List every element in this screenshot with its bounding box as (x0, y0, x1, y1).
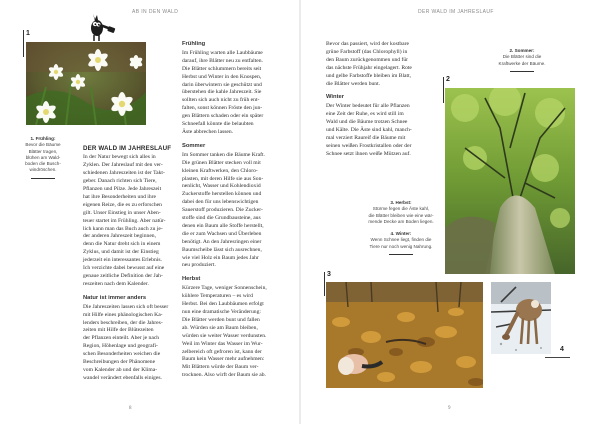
body-line: eine Zeit der Ruhe, es wird still im (326, 111, 404, 118)
photo-roe-deer-in-snow (491, 282, 551, 354)
caption-title: 3. Herbst: (390, 200, 412, 205)
caption-title: 1. Frühling: (30, 136, 56, 141)
body-line: und Kälte. Die Äste sind kahl, manch- (326, 127, 412, 134)
body-line: reszeiten nach dem Kalender. (83, 280, 149, 287)
subheading-fruehling: Frühling (182, 41, 206, 47)
caption-winter (356, 231, 446, 255)
body-line: Herbst und Winter in den Knospen, (182, 73, 262, 80)
mascot-with-binoculars-icon (86, 11, 120, 43)
caption-title: 4. Winter: (390, 231, 412, 236)
subheading: Natur ist immer anders (83, 294, 147, 301)
body-line: Region, Höhenlage und geografi- (83, 343, 158, 350)
body-line: Wald und die Bäume trotzen Schnee (326, 119, 408, 126)
body-line: Beschreibungen der Phänomene (83, 359, 156, 366)
body-line: Die Jahreszeiten lassen sich oft besser (83, 303, 169, 310)
body-line: lenders beschreiben, der die Jahres- (83, 319, 163, 326)
body-line: der anderen Jahreszeit beginnen, (83, 233, 156, 240)
figure-3-marker-bar (324, 272, 325, 296)
body-line: Äste abbrechen lassen. (182, 128, 234, 135)
section-heading: DER WALD IM JAHRESLAUF (83, 145, 172, 152)
body-line: mit Hilfe eines phänologischen Ka- (83, 311, 163, 318)
body-line: würden sie weiter Wasser verdunsten. (182, 332, 267, 339)
caption-title: 2. Sommer: (509, 48, 535, 53)
body-line: der Pflanzen einteilt. Aber je nach (83, 335, 160, 342)
body-line: Bevor das passiert, wird der kostbare (326, 41, 409, 47)
figure-1-marker-bar (23, 30, 24, 57)
photo-wood-anemones (26, 42, 146, 125)
body-line: Schneefall könnte die belaubten (182, 121, 254, 128)
body-line: Der Winter bedeutet für alle Pflanzen (326, 103, 410, 110)
body-line: seinen weißen Frostkristallen oder der (326, 142, 412, 149)
body-line: Die Blätter schlummern bereits seit (182, 65, 262, 72)
body-line: darin überwintern sie geschützt und (182, 81, 262, 88)
body-line: vom Kalender ab und der Klima- (83, 366, 158, 373)
figure-4-number: 4 (560, 346, 564, 353)
caption-line: Wenn Schnee liegt, finden die (370, 237, 432, 243)
body-line: Die grünen Blätter stecken voll mit (182, 159, 261, 166)
body-line: überstehen die kahle Jahreszeit. Sie (182, 89, 262, 96)
body-line: den Baum zurückgenommen und für (326, 56, 409, 63)
photo-person-in-autumn-leaves (326, 282, 483, 388)
body-line: Die Blätter werden bunt und fallen (182, 316, 260, 323)
caption-line: Bevor die Bäume (25, 142, 61, 148)
figure-2-marker-bar (443, 77, 444, 103)
body-line: denn die Natur dreht sich in einem (83, 241, 161, 248)
caption-line: Die Blätter sind die (502, 54, 542, 60)
body-line: Baumscheibe lässt sich ausrechnen, (182, 246, 262, 253)
caption-rule (389, 254, 413, 255)
body-line: nun eine dramatische Veränderung: (182, 309, 261, 315)
body-line: Herbst. Bei den Laubbäumen erfolgt (182, 301, 264, 308)
body-line: die er zum Wachsen und Überleben (182, 230, 262, 237)
caption-line: Stürme fegen die Äste kahl, (372, 206, 430, 212)
caption-line: mende Decke am Boden liegen. (368, 218, 434, 224)
body-line: dabei den für uns lebenswichtigen (182, 199, 259, 206)
body-line: Im Sommer tanken die Bäume Kraft. (182, 151, 265, 158)
body-line: hat ihre Besonderheiten und ihre (83, 193, 157, 200)
body-line: Zyklus, und damit ist der Einstieg (83, 249, 159, 256)
body-line: kühlere Temperaturen – es wird (182, 293, 253, 300)
right-running-head: DER WALD IM JAHRESLAUF (418, 9, 494, 15)
subheading-winter: Winter (326, 94, 344, 101)
left-page-number: 8 (129, 406, 132, 411)
photo-beech-tree-canopy (445, 88, 575, 274)
figure-3-number: 3 (327, 271, 331, 278)
body-line: grüne Farbstoff (das Chlorophyll) in (326, 48, 408, 55)
body-line: Im Frühling warten alle Laubbäume (182, 49, 263, 56)
caption-line: die Blätter bleiben wie eine wär- (368, 212, 434, 218)
left-running-head: AB IN DEN WALD (132, 9, 179, 15)
body-line: Baum kein Wasser mehr aufnehmen: (182, 356, 265, 363)
body-line: und gelbe Farbstoffe bleiben im Blatt, (326, 72, 412, 79)
body-line: Sauerstoff produzieren. Die Zucker- (182, 207, 263, 214)
body-line: nenlicht, Wasser und Kohlendioxid (182, 183, 261, 190)
body-line: jederzeit ein interessantes Erlebnis. (83, 257, 162, 264)
caption-line: Blätter tragen, (28, 148, 58, 154)
body-line: ab. Würden sie am Baum bleiben, (182, 324, 258, 331)
caption-line: Kraftwerke der Bäume. (498, 60, 546, 66)
body-line: Ich verzichte dabei bewusst auf eine (83, 265, 165, 272)
body-line: teuer startet im Frühling. Aber natür- (83, 217, 166, 224)
body-line: wie viel Holz ein Baum jedes Jahr (182, 254, 259, 261)
body-line: sollten sich auch nicht zu früh ent- (182, 97, 260, 104)
body-line: Weil im Winter das Wasser im Wur- (182, 340, 263, 347)
caption-herbst (356, 200, 446, 225)
subheading-herbst: Herbst (182, 276, 201, 283)
right-page-number: 9 (448, 406, 451, 411)
caption-sommer (482, 48, 562, 72)
subheading-sommer: Sommer (182, 142, 206, 149)
body-line: Mit Blättern würde der Baum ver- (182, 364, 259, 371)
body-line: Schnee setzt ihnen weiße Mützen auf. (326, 150, 411, 157)
body-line: die Blätter werden bunt. (326, 80, 381, 87)
left-main-column (83, 145, 175, 383)
caption-line: boden die Busch- (25, 161, 61, 167)
body-line: wandel verändert ebenfalls einiges. (83, 374, 162, 381)
body-line: benötigt. An den Jahresringen einer (182, 238, 262, 245)
body-line: trocknen. Also wirft der Baum sie ab. (182, 372, 266, 379)
body-line: Kürzere Tage, weniger Sonnenschein, (182, 285, 267, 292)
caption-line: Tiere nur noch wenig Nahrung. (369, 243, 433, 249)
body-line: darauf, ihre Blätter neu zu entfalten. (182, 57, 263, 64)
right-text-column (326, 41, 426, 159)
body-line: eigenen Reize, die es zu erforschen (83, 201, 162, 208)
body-line: mal verziert Raureif die Bäume mit (326, 134, 406, 141)
body-line: zeiten mit Hilfe der Blütezeiten (83, 327, 154, 334)
caption-fruehling (14, 136, 72, 179)
body-line: Pflanzen und Pilze. Jede Jahreszeit (83, 186, 162, 193)
body-line: falten, sonst können Fröste den jun- (182, 105, 263, 112)
body-line: denen ein Baum alle Stoffe herstellt, (182, 222, 264, 229)
body-line: schen Besonderheiten weichen die (83, 351, 161, 358)
body-line: neu produziert. (182, 262, 216, 269)
figure-1-number: 1 (26, 30, 30, 37)
page-gutter (299, 0, 301, 424)
body-line: schiedenen Jahreszeiten ist der Takt- (83, 170, 165, 177)
body-line: Zyklen. Der Jahreslauf mit den ver- (83, 162, 163, 169)
body-line: stoffe sind die Grundbausteine, aus (182, 215, 261, 222)
body-line: lich kann man das Buch auch zu je- (83, 225, 163, 232)
figure-4-rule (545, 357, 570, 358)
body-line: plasten, mit deren Hilfe sie aus Son- (182, 175, 264, 182)
caption-line: windröschen. (29, 167, 57, 173)
body-line: gen Blättern schaden oder ein später (182, 113, 264, 120)
body-line: das nächste Frühjahr eingelagert. Rote (326, 64, 412, 71)
body-line: genaue zeitliche Definition der Jah- (83, 273, 163, 279)
figure-2-number: 2 (446, 76, 450, 83)
body-line: gilt. Unser Einstieg in unser Aben- (83, 209, 161, 216)
body-line: zelbereich oft gefroren ist, kann der (182, 348, 262, 355)
caption-rule (31, 178, 55, 179)
body-line: geber. Danach richten sich Tiere, (83, 178, 157, 185)
left-second-column (182, 41, 280, 380)
caption-line: blühen am Wald- (25, 154, 61, 160)
caption-rule (510, 71, 534, 72)
body-line: Zuckerstoffe herstellen können und (182, 191, 262, 198)
body-line: kleinen Kraftwerken, den Chloro- (182, 167, 258, 174)
body-line: In der Natur bewegt sich alles in (83, 154, 156, 161)
